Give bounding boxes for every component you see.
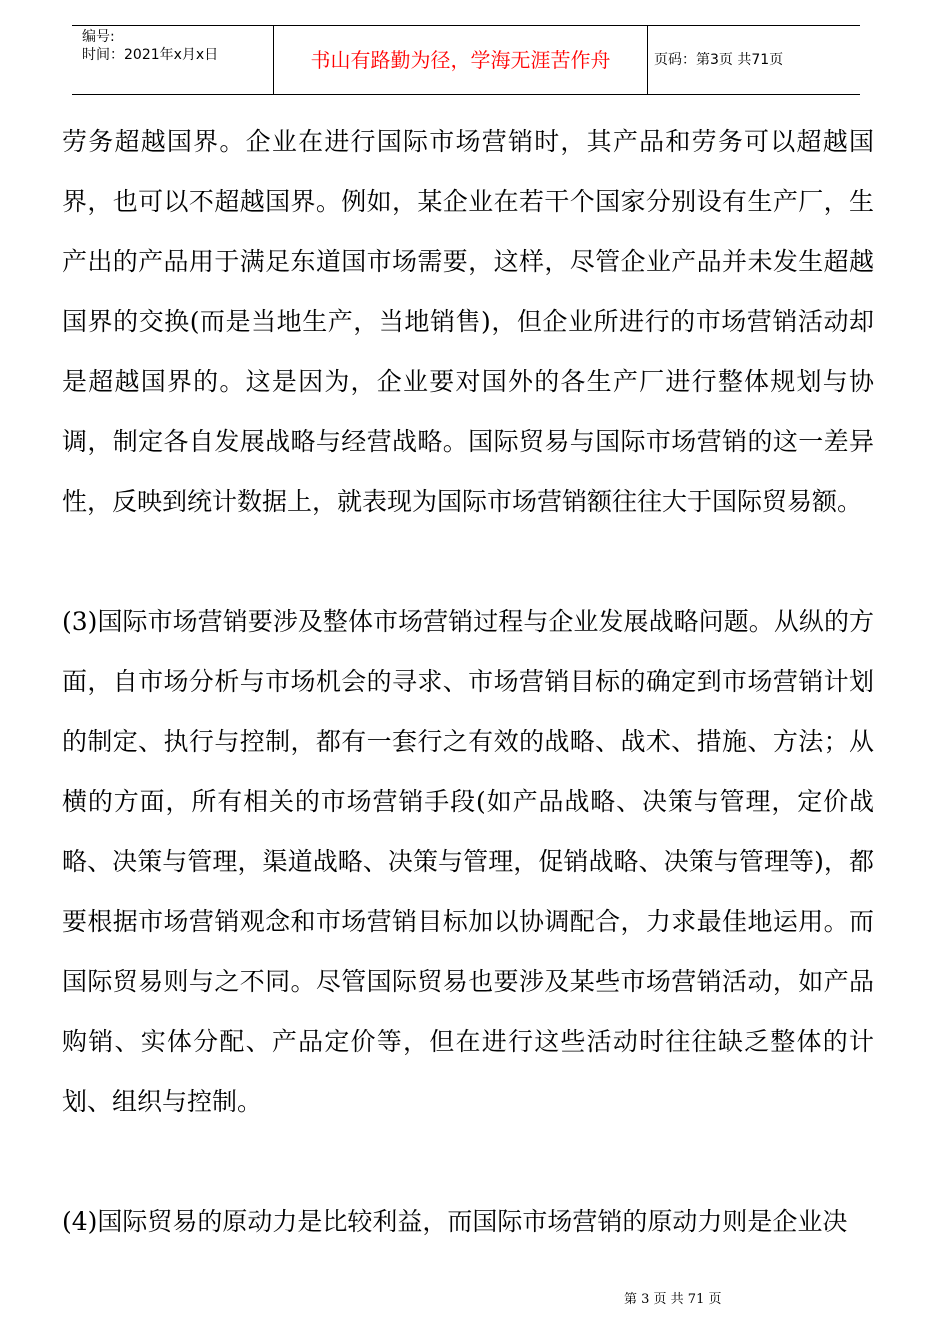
document-time-label: 时间：2021年x月x日 [82, 47, 219, 63]
page-header [72, 25, 860, 95]
paragraph-2: (3)国际市场营销要涉及整体市场营销过程与企业发展战略问题。从纵的方面，自市场分析与市场机会的寻求、市场营销目标的确定到市场营销计划的制定、执行与控制，都有一套行之有效的战略、战术、措施、方法；从横的方面，所有相关的市场营销手段(如产品战略、决策与管理，定价战略、决策与管理，渠道战略、决策与管理，促销战略、决策与管理等)，都要根据市场营销观念和市场营销目标加以协调配合，力求最佳地运用。而国际贸易则与之不同。尽管国际贸易也要涉及某些市场营销活动，如产品购销、实体分配、产品定价等，但在进行这些活动时往往缺乏整体的计划、组织与控制。 [62, 607, 874, 1116]
document-number-label: 编号: [82, 29, 115, 45]
document-body [62, 112, 874, 1252]
header-motto: 书山有路勤为径，学海无涯苦作舟 [310, 48, 611, 72]
page-footer: 第 3 页 共 71 页 [624, 1292, 722, 1307]
paragraph-3: (4)国际贸易的原动力是比较利益，而国际市场营销的原动力则是企业决 [62, 1207, 848, 1236]
header-meta-cell [72, 26, 274, 94]
paragraph-gap [62, 1132, 874, 1192]
header-page-info: 页码：第3页 共71页 [654, 52, 784, 68]
header-motto-cell [274, 26, 648, 94]
paragraph-gap [62, 532, 874, 592]
paragraph-1: 劳务超越国界。企业在进行国际市场营销时，其产品和劳务可以超越国界，也可以不超越国界。例如，某企业在若干个国家分别设有生产厂，生产出的产品用于满足东道国市场需要，这样，尽管企业产品并未发生超越国界的交换(而是当地生产，当地销售)，但企业所进行的市场营销活动却是超越国界的。这是因为，企业要对国外的各生产厂进行整体规划与协调，制定各自发展战略与经营战略。国际贸易与国际市场营销的这一差异性，反映到统计数据上，就表现为国际市场营销额往往大于国际贸易额。 [62, 127, 874, 516]
header-page-cell [648, 26, 860, 94]
